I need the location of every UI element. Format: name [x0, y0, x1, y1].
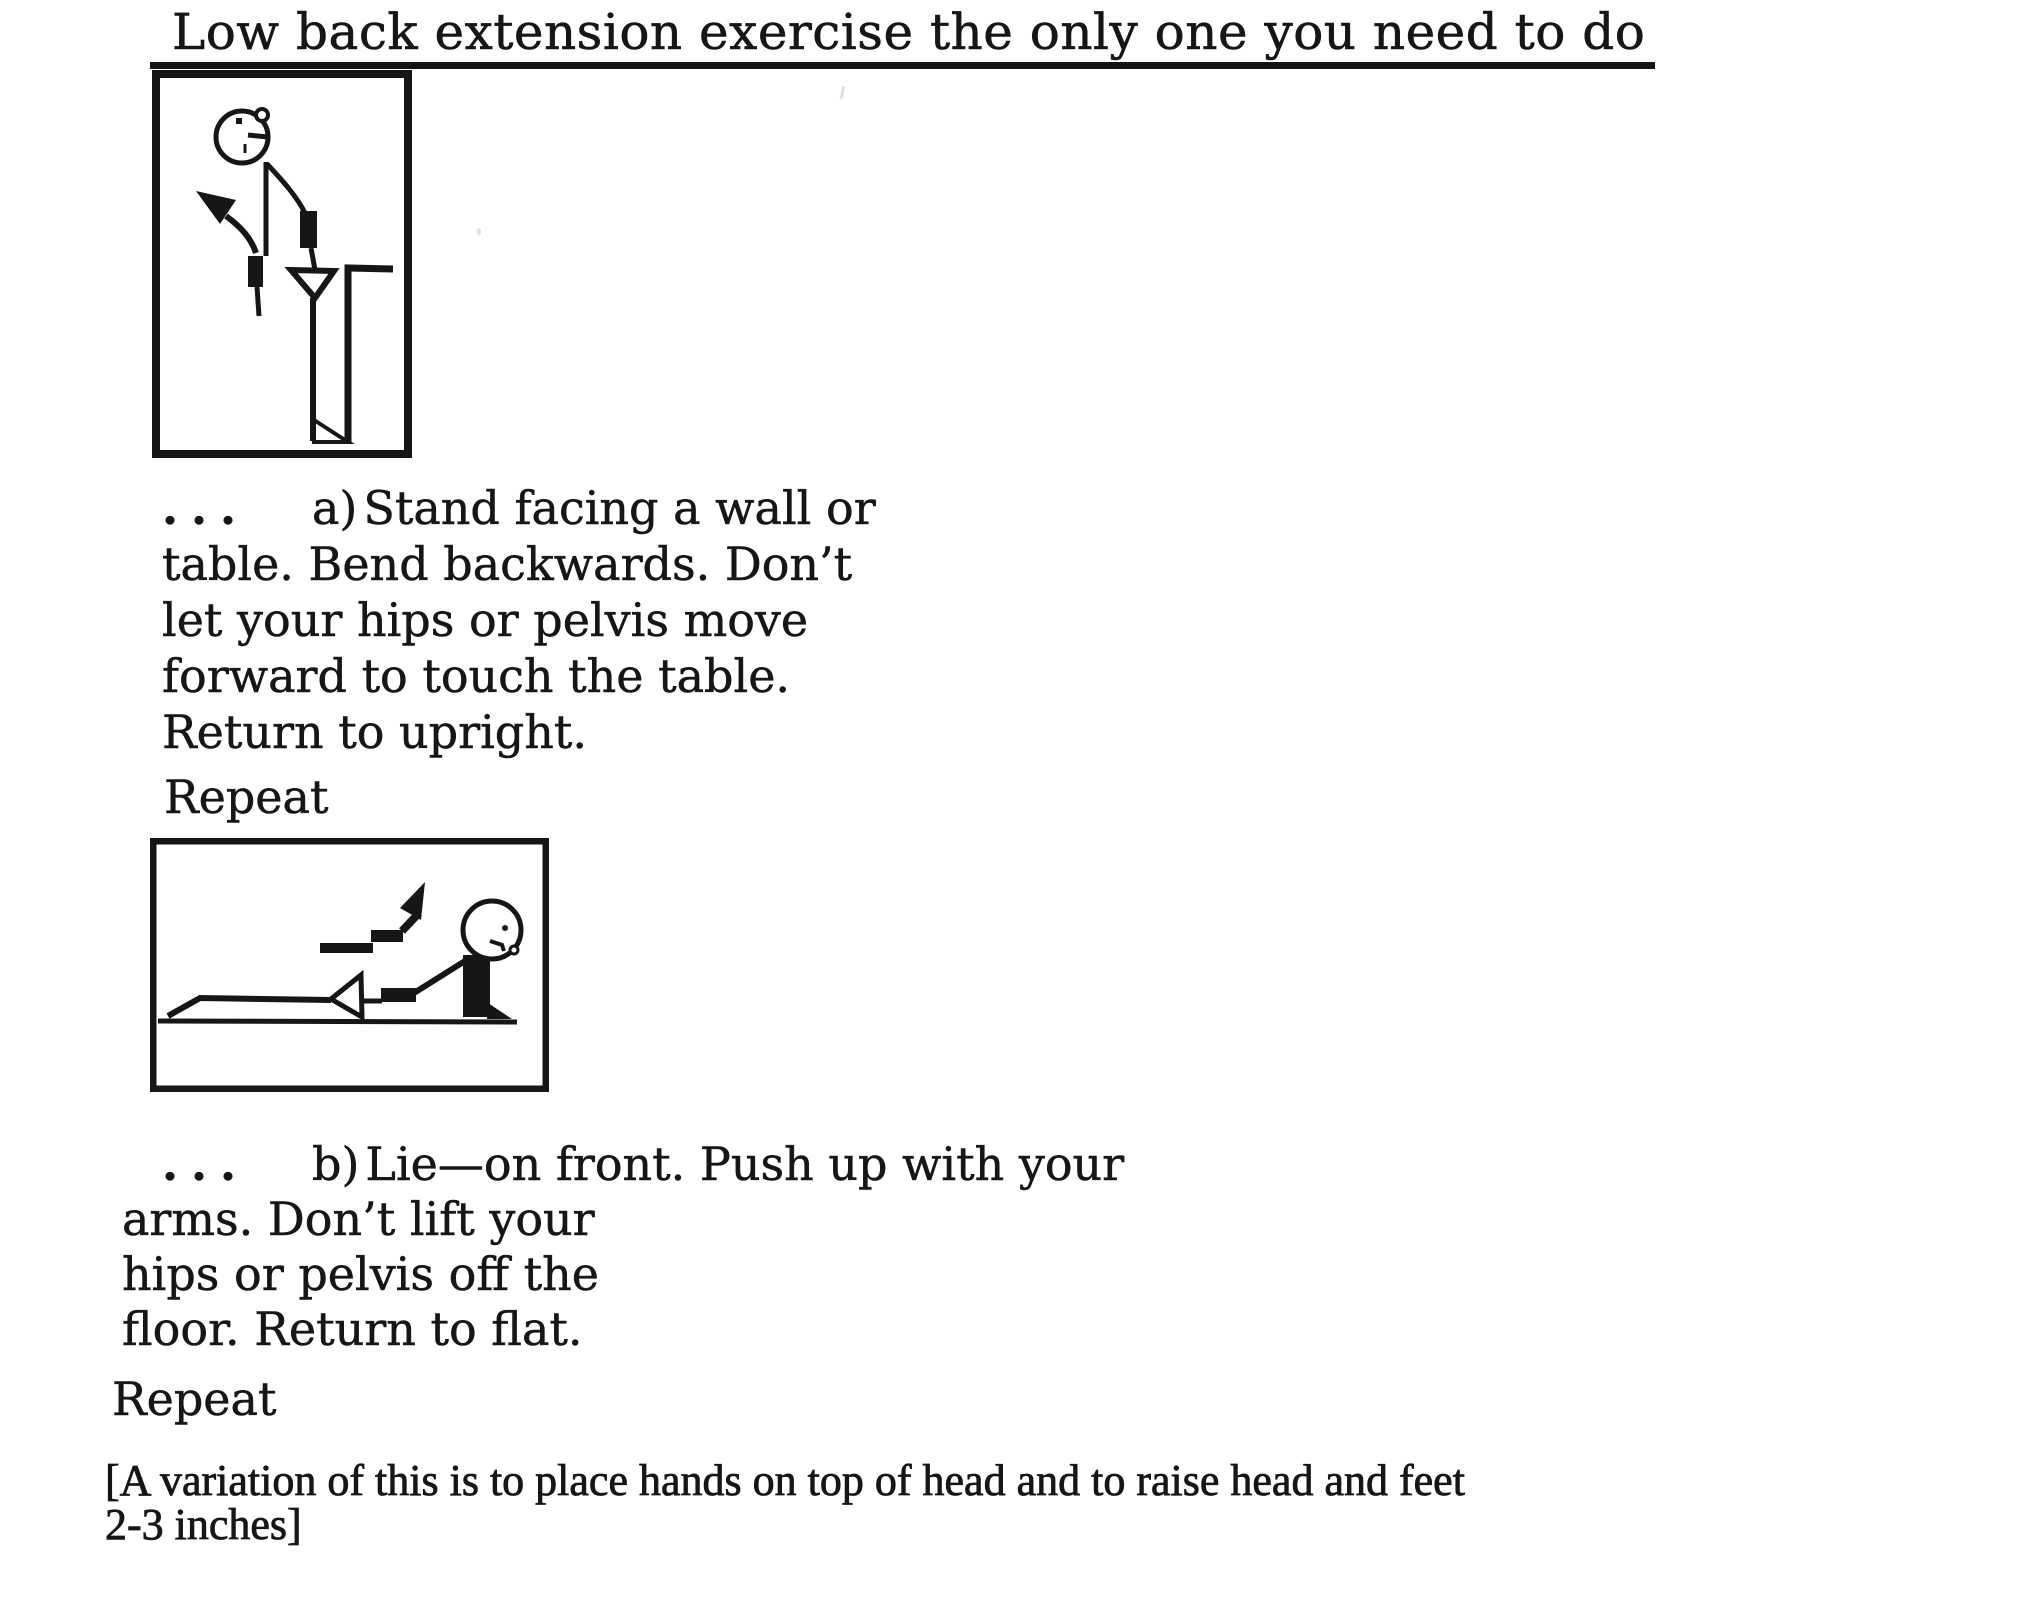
forearm-block [381, 988, 416, 1002]
eye [236, 118, 242, 124]
shaft-tail [257, 287, 259, 316]
page-title-underline [150, 3, 1655, 69]
instruction-b-line: arms. Don’t lift your [122, 1192, 595, 1246]
scan-artifact [477, 228, 481, 235]
step-label-a: a) [312, 481, 358, 535]
nose [248, 135, 268, 137]
elbow-block [300, 211, 317, 248]
figure-b-person [168, 901, 521, 1019]
arm [414, 961, 465, 993]
page-title: Low back extension exercise the only one you need to do [172, 3, 1646, 61]
instruction-b-text: Lie—on front. Push up with your [365, 1137, 1125, 1191]
instruction-a-line: table. Bend backwards. Don’t [162, 537, 853, 591]
step-block-2 [371, 930, 403, 942]
instruction-a-line: Return to upright. [162, 705, 587, 759]
repeat-label-b: Repeat [112, 1372, 277, 1426]
hand [487, 1003, 512, 1019]
arrow-shaft [226, 216, 256, 253]
instruction-b-line: hips or pelvis off the [122, 1247, 599, 1301]
repeat-label-a: Repeat [164, 770, 329, 824]
instruction-b [122, 1137, 1124, 1357]
instruction-a-line [162, 480, 876, 536]
figure-a-border [156, 74, 408, 454]
instruction-b-line [162, 1137, 1124, 1192]
instruction-a-text: Stand facing a wall or [363, 481, 876, 535]
scan-artifact [840, 86, 846, 99]
shaft-block [248, 256, 263, 287]
nose-tip [510, 946, 518, 954]
instruction-b-line: floor. Return to flat. [122, 1302, 583, 1356]
instruction-a-line: forward to touch the table. [162, 649, 791, 703]
instruction-a-line: let your hips or pelvis move [162, 593, 809, 647]
stick-figure-prone-pushup-icon [150, 838, 549, 1092]
pelvis-triangle [331, 975, 362, 1017]
variation-note [105, 1456, 1465, 1549]
legs [168, 998, 331, 1016]
ponytail [256, 109, 268, 121]
stick-figure-standing-backbend-at-table-icon [152, 70, 412, 458]
variation-note-line: 2-3 inches] [105, 1500, 302, 1549]
motion-arrow [320, 882, 425, 953]
ground-line [158, 1021, 517, 1022]
motion-arrow [196, 191, 263, 316]
pelvis-triangle [291, 270, 334, 298]
bullet-dots: ... [162, 481, 250, 535]
step-label-b: b) [312, 1137, 360, 1191]
step-block-1 [320, 943, 373, 953]
arrowhead [400, 882, 425, 920]
table-outline [348, 268, 393, 443]
eye [502, 925, 508, 931]
figure-a-person [216, 109, 348, 442]
instruction-a [162, 480, 876, 760]
variation-note-line: [A variation of this is to place hands on top of head and to raise head and feet [105, 1456, 1465, 1505]
foot [314, 420, 348, 442]
forearm [311, 248, 315, 270]
upper-arm-torso [463, 955, 490, 1017]
bullet-dots: ... [162, 1137, 250, 1191]
arm-curve [267, 164, 305, 213]
